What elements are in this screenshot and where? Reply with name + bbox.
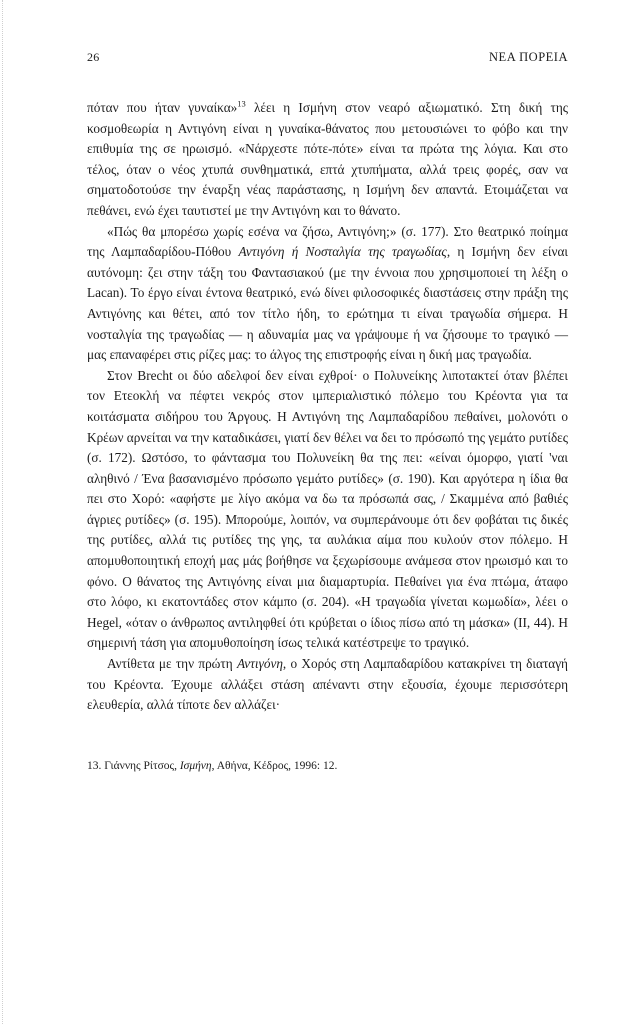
text-run: Στον Brecht οι δύο αδελφοί δεν είναι εχθροί· ο Πολυνείκης λιποτακτεί όταν βλέπει τον Ετεοκλή να πέφτει νεκρός στον ιμπεριαλιστικό πόλεμο του Κρέοντα για τα κοιτάσματα σιδήρου του Άργους. Η Αντιγόνη της Λαμπαδαρίδου πεθαίνει, μολονότι ο Κρέων αρνείται να την καταδικάσει, γιατί δεν θέλει να δει το πρόσωπό της γεμάτο ρυτίδες (σ. 172). Ωστόσο, το φάντασμα του Πολυνείκη θα της πει: «είναι όμορφο, γιατί 'ναι αληθινό / Ένα βασανισμένο πρόσωπο γεμάτο ρυτίδες» (σ. 190). Και αργότερα η ίδια θα πει στο Χορό: «αφήστε με λίγο ακόμα να δω τα πρόσωπά σας, / Σκαμμένα από βαθιές άγριες ρυτίδες» (σ. 195). Μπορούμε, λοιπόν, να συμπεράνουμε ότι δεν φοβάται τις δικές της ρυτίδες, αλλά τις ρυτίδες της γης, τα αυλάκια αίμα που κυλούν στον πόλεμο. Η απομυθοποιητική εποχή μας μάς βοήθησε να ξεχωρίσουμε ανάμεσα στον ηρωισμό και το φόνο. Ο θάνατος της Αντιγόνης είναι μια διαμαρτυρία. Πεθαίνει για ένα πτώμα, άταφο στο λόφο, κι εκατοντάδες στον κάμπο (σ. 204). «Η τραγωδία γίνεται κωμωδία», λέει ο Hegel, «όταν ο άνθρωπος αντιληφθεί ότι κρύβεται ο ίδιος πίσω από τη μάσκα» (II, 44). Η σημερινή τάση για απομυθοποίηση ίσως τελικά κατέστρεψε το τραγικό.	[87, 367, 568, 651]
body-text	[87, 98, 568, 716]
footnote-reference: 13	[237, 98, 246, 109]
italic-title: Ισμήνη	[179, 759, 212, 772]
text-run: λέει η Ισμήνη στον νεαρό αξιωματικό. Στη δική της κοσμοθεωρία η Αντιγόνη είναι η γυναίκα-θάνατος που μετουσιώνει το φόβο και την επιθυμία της σε ηρωισμό. «Νάρχεστε πότε-πότε» είναι τα πρώτα της λόγια. Και στο τέλος, όταν ο νέος χτυπά συνθηματικά, επτά χτυπήματα, αλλά τρεις φορές, σαν να σηματοδοτούσε την έναρξη νέας παράστασης, η Ισμήνη δεν απαντά. Ετοιμάζεται να πεθάνει, ενώ έχει ταυτιστεί με την Αντιγόνη και το θάνατο.	[87, 100, 568, 218]
text-run: , Αθήνα, Κέδρος, 1996: 12.	[211, 759, 338, 772]
text-run: «Πώς θα μπορέσω χωρίς εσένα να ζήσω, Αντιγόνη;» (σ. 177). Στο θεατρικό ποίημα της Λαμπαδαρίδου-Πόθου	[87, 223, 568, 260]
text-run: , η Ισμήνη δεν είναι αυτόνομη: ζει στην τάξη του Φαντασιακού (με την έννοια που χρησιμοποιεί τη λέξη ο Lacan). Το έργο είναι έντονα θεατρικό, ενώ δίνει φιλοσοφικές διαστάσεις στην πράξη της Αντιγόνης και θέτει, από τον τίτλο ήδη, το ερώτημα τι είναι τραγωδία σήμερα. Η νοσταλγία της τραγωδίας — η αδυναμία μας να γράψουμε ή να ζήσουμε το τραγικό — μας επαναφέρει στις ρίζες μας: το άλγος της επιστροφής είναι η δική μας τραγωδία.	[87, 244, 568, 363]
running-title: ΝΕΑ ΠΟΡΕΙΑ	[489, 50, 568, 64]
paragraph	[87, 98, 568, 222]
text-run: 13. Γιάννης Ρίτσος,	[87, 759, 180, 772]
italic-title: Αντιγόνη ή Νοσταλγία της τραγωδίας	[238, 244, 447, 260]
page-number: 26	[87, 50, 100, 64]
italic-title: Αντιγόνη	[236, 656, 283, 672]
paragraph	[87, 654, 568, 716]
footnote	[87, 758, 568, 774]
text-run: Αντίθετα με την πρώτη	[107, 656, 237, 672]
paragraph	[87, 222, 568, 366]
text-run: πόταν που ήταν γυναίκα»	[87, 100, 238, 115]
paragraph	[87, 366, 568, 654]
text-run: , ο Χορός στη Λαμπαδαρίδου κατακρίνει τη διαταγή του Κρέοντα. Έχουμε αλλάξει στάση απέναντι στην εξουσία, έχουμε περισσότερη ελευθερία, αλλά τίποτε δεν αλλάζει·	[87, 656, 568, 713]
page-header	[87, 50, 568, 72]
